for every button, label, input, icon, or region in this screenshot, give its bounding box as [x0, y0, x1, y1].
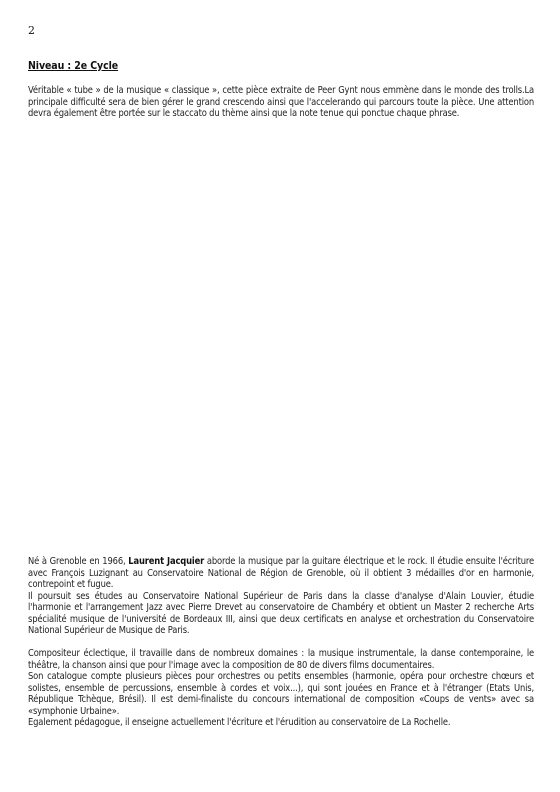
paragraph-gap: [28, 637, 534, 649]
bio-composer: Compositeur éclectique, il travaille dans de nombreux domaines : la musique instrumentale, la danse contemporaine, le théâtre, la chanson ainsi que pour l'image avec la composition de 80 de divers films documentaires.: [28, 648, 534, 671]
composer-biography: [28, 556, 534, 729]
piece-description: Véritable « tube » de la musique « classique », cette pièce extraite de Peer Gynt nous emmène dans le monde des trolls.La principale difficulté sera de bien gérer le grand crescendo ainsi que l'accelerando qui parcours toute la pièce. Une attention devra également être portée sur le staccato du thème ainsi que la note tenue qui ponctue chaque phrase.: [28, 85, 534, 119]
bio-intro: [28, 556, 534, 591]
composer-name: Laurent Jacquier: [128, 556, 205, 567]
page-number: 2: [28, 24, 35, 37]
bio-teaching: Egalement pédagogue, il enseigne actuellement l'écriture et l'érudition au conservatoire de La Rochelle.: [28, 717, 451, 728]
bio-catalogue: Son catalogue compte plusieurs pièces pour orchestres ou petits ensembles (harmonie, opéra pour orchestre chœurs et solistes, ensemble de percussions, ensemble à cordes et voix...), qui sont jouées en France et à l'étranger (Etats Unis, République Tchèque, Brésil). Il est demi-finaliste du concours international de composition «Coups de vents» avec sa «symphonie Urbaine».: [28, 671, 534, 717]
bio-intro-before-name: Né à Grenoble en 1966,: [28, 556, 129, 567]
bio-intro-after-name: aborde la musique par la guitare électrique et le rock. Il étudie ensuite l'écriture avec François Luzignant au Conservatoire National de Région de Grenoble, où il obtient 3 médailles d'or en harmonie, contrepoint et fugue.: [28, 556, 534, 590]
level-heading: Niveau : 2e Cycle: [28, 60, 119, 72]
bio-studies: Il poursuit ses études au Conservatoire National Supérieur de Paris dans la classe d'analyse d'Alain Louvier, étudie l'harmonie et l'arrangement Jazz avec Pierre Drevet au conservatoire de Chambéry et obtient un Master 2 recherche Arts spécialité musique de l'université de Bordeaux III, ainsi que deux certificats en analyse et orchestration du Conservatoire National Supérieur de Musique de Paris.: [28, 590, 534, 636]
